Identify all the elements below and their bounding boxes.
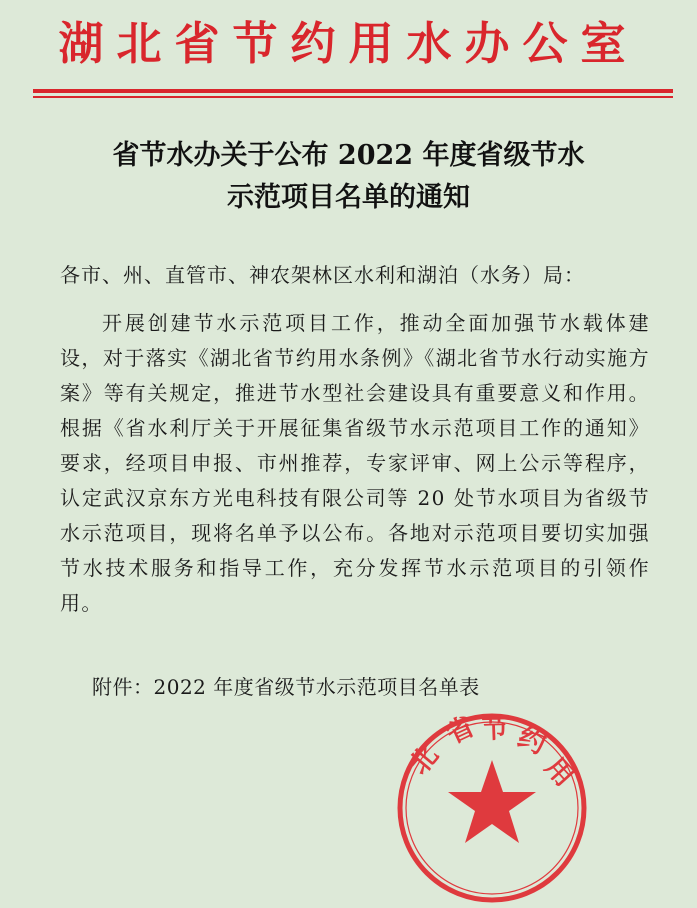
salutation: 各市、州、直管市、神农架林区水利和湖泊（水务）局： (60, 263, 585, 287)
official-seal-icon (392, 708, 592, 908)
header-divider-thick (33, 89, 673, 93)
svg-text:用: 用 (538, 751, 580, 793)
organization-header: 湖北省节约用水办公室 (58, 17, 639, 70)
document-title-line1: 省节水办关于公布 2022 年度省级节水 (112, 140, 585, 171)
svg-text:约: 约 (513, 721, 551, 761)
svg-text:省: 省 (441, 710, 480, 751)
svg-text:节: 节 (481, 713, 510, 745)
attachment-line: 附件：2022 年度省级节水示范项目名单表 (92, 675, 480, 699)
document-title-line2: 示范项目名单的通知 (227, 182, 470, 213)
body-paragraph: 开展创建节水示范项目工作，推动全面加强节水载体建设，对于落实《湖北省节约用水条例》《湖北省节水行动实施方案》等有关规定，推进节水型社会建设具有重要意义和作用。根据《省水利厅关于开展征集省级节水示范项目工作的通知》要求，经项目申报、市州推荐，专家评审、网上公示等程序，认定武汉京东方光电科技有限公司等 20 处节水项目为省级节水示范项目，现将名单予以公布。各地对示范项目要切实加强节水技术服务和指导工作，充分发挥节水示范项目的引领作用。 (60, 311, 650, 615)
header-divider-thin (33, 96, 673, 98)
svg-text:北: 北 (403, 739, 445, 781)
